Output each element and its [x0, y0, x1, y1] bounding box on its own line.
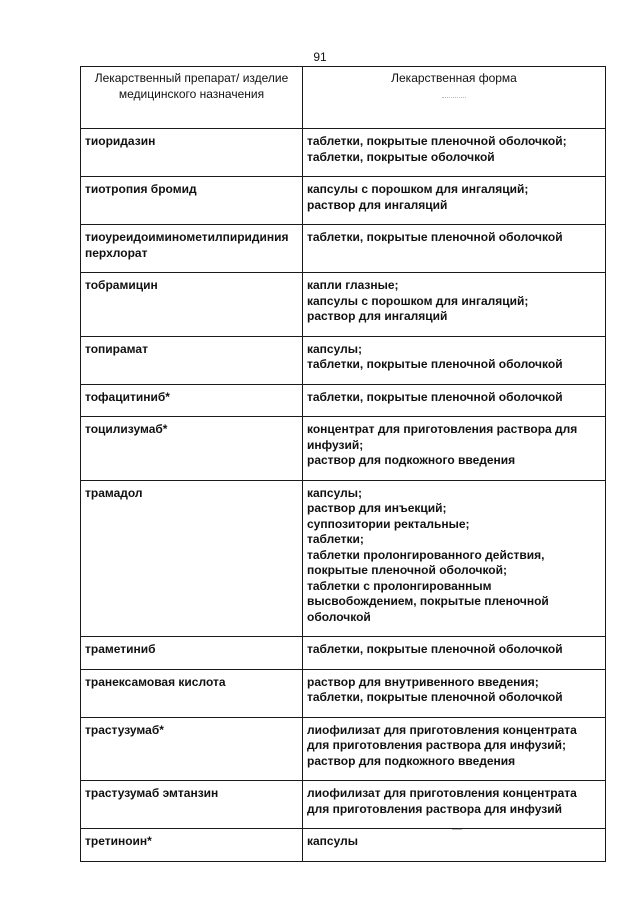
dosage-form-item: таблетки, покрытые оболочкой [307, 149, 495, 164]
dosage-form-item: раствор для подкожного введения [307, 753, 516, 768]
dosage-form-cell [303, 273, 606, 337]
dosage-form-item: таблетки, покрытые пленочной оболочкой [307, 690, 563, 704]
dosage-form-item: таблетки, покрытые пленочной оболочкой; [307, 134, 567, 148]
drug-name-cell: топирамат [81, 336, 303, 384]
dosage-form-item: капсулы; [307, 341, 362, 356]
drug-table [80, 66, 606, 862]
dosage-form-item: раствор для подкожного введения [307, 453, 516, 467]
dosage-form-item: капсулы; [307, 485, 362, 500]
table-row [81, 669, 606, 717]
dosage-form-cell [303, 781, 606, 829]
drug-name-cell: трастузумаб* [81, 717, 303, 781]
column-header-form [303, 67, 606, 129]
drug-name-cell: транексамовая кислота [81, 669, 303, 717]
dosage-form-cell [303, 637, 606, 670]
dosage-form-cell [303, 717, 606, 781]
dosage-form-cell [303, 829, 606, 862]
drug-name-cell: третиноин* [81, 829, 303, 862]
dosage-form-item: капсулы с порошком для ингаляций; [307, 293, 529, 308]
drug-name-cell: тоцилизумаб* [81, 417, 303, 481]
dosage-form-item: раствор для внутривенного введения; [307, 674, 539, 689]
dosage-form-cell [303, 129, 606, 177]
dosage-form-cell [303, 669, 606, 717]
dosage-form-cell [303, 417, 606, 481]
dosage-form-item: лиофилизат для приготовления концентрата для приготовления раствора для инфузий [307, 786, 577, 816]
table-row [81, 480, 606, 637]
dosage-form-item: капсулы с порошком для ингаляций; [307, 182, 529, 196]
dosage-form-cell [303, 177, 606, 225]
dosage-form-cell [303, 336, 606, 384]
footer-artifact [452, 829, 462, 830]
dosage-form-item: раствор для инъекций; [307, 501, 447, 515]
dosage-form-item: таблетки, покрытые пленочной оболочкой [307, 357, 563, 371]
table-row [81, 781, 606, 829]
column-header-form-label: Лекарственная форма [391, 71, 517, 85]
drug-name-cell: траметиниб [81, 637, 303, 670]
dosage-form-item: таблетки пролонгированного действия, покрытые пленочной оболочкой; [307, 547, 545, 577]
dosage-form-cell [303, 480, 606, 637]
dosage-form-cell [303, 225, 606, 273]
dosage-form-item: таблетки; [307, 532, 364, 546]
table-row [81, 273, 606, 337]
page-number: 91 [313, 50, 327, 64]
dosage-form-item: таблетки, покрытые пленочной оболочкой [307, 642, 563, 656]
dosage-form-item: капли глазные; [307, 278, 399, 292]
dosage-form-item: таблетки, покрытые пленочной оболочкой [307, 230, 563, 244]
table-row [81, 384, 606, 417]
dosage-form-item: таблетки, покрытые пленочной оболочкой [307, 389, 563, 404]
dosage-form-item: таблетки с пролонгированным высвобождением, покрытые пленочной оболочкой [307, 578, 549, 624]
column-header-drug: Лекарственный препарат/ изделие медицинского назначения [81, 67, 303, 129]
dosage-form-item: лиофилизат для приготовления концентрата для приготовления раствора для инфузий; [307, 722, 577, 752]
drug-name-cell: тиоридазин [81, 129, 303, 177]
dosage-form-item: концентрат для приготовления раствора для инфузий; [307, 422, 578, 452]
drug-name-cell: трастузумаб эмтанзин [81, 781, 303, 829]
drug-name-cell: тобрамицин [81, 273, 303, 337]
dosage-form-item: раствор для ингаляций [307, 309, 448, 323]
table-body [81, 129, 606, 862]
drug-name-cell: тиотропия бромид [81, 177, 303, 225]
table-row [81, 829, 606, 862]
dosage-form-cell [303, 384, 606, 417]
table-row [81, 177, 606, 225]
dosage-form-item: суппозитории ректальные; [307, 516, 470, 531]
table-header-row [81, 67, 606, 129]
drug-name-cell: тиоуреидоиминометилпиридиния перхлорат [81, 225, 303, 273]
table-row [81, 637, 606, 670]
drug-name-cell: тофацитиниб* [81, 384, 303, 417]
drug-name-cell: трамадол [81, 480, 303, 637]
table-row [81, 336, 606, 384]
table-row [81, 417, 606, 481]
header-artifact [442, 97, 466, 98]
dosage-form-item: капсулы [307, 834, 358, 848]
table-row [81, 129, 606, 177]
table-row [81, 717, 606, 781]
table-row [81, 225, 606, 273]
dosage-form-item: раствор для ингаляций [307, 197, 448, 212]
